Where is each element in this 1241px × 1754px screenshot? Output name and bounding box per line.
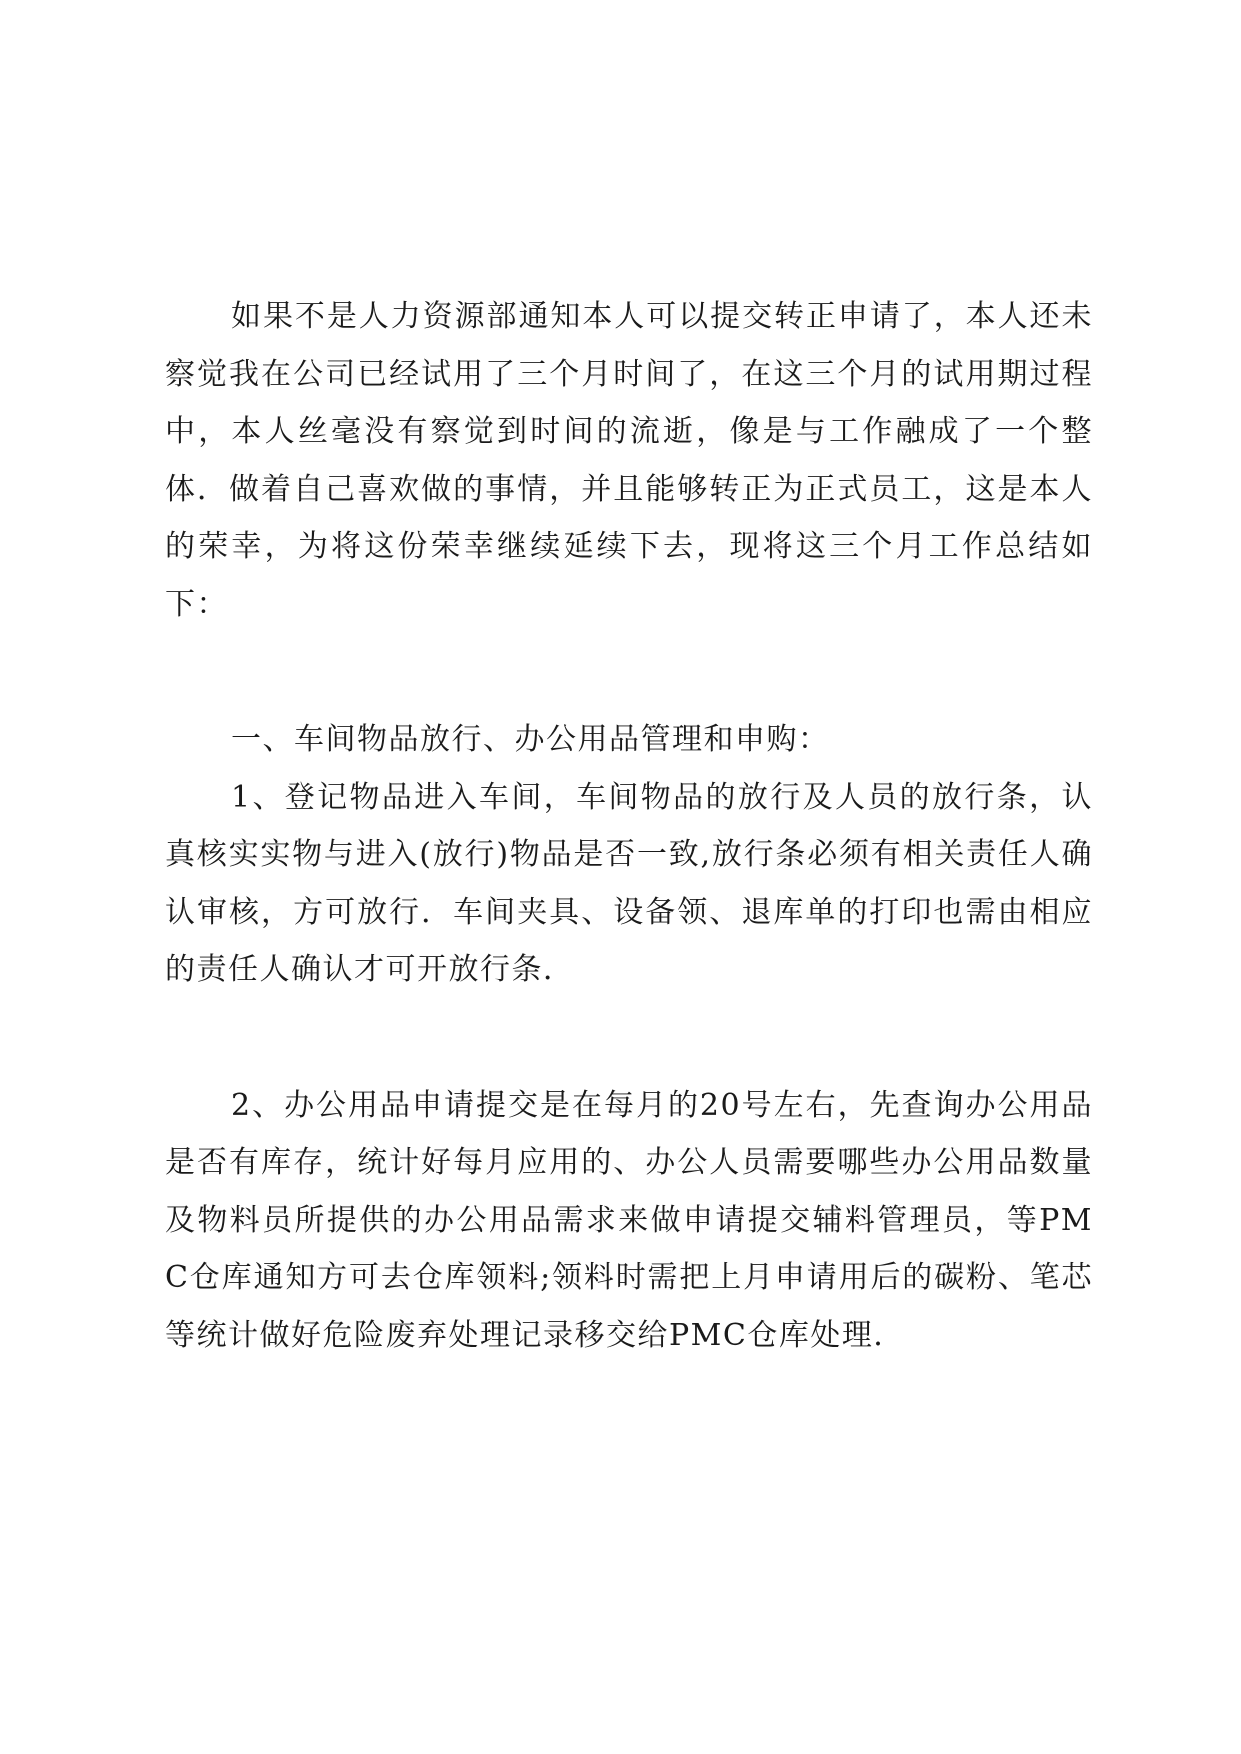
document-body: [165, 288, 1093, 1364]
paragraph-spacer: [165, 999, 1093, 1077]
item-2-paragraph: 2、办公用品申请提交是在每月的20号左右，先查询办公用品是否有库存，统计好每月应用的、办公人员需要哪些办公用品数量及物料员所提供的办公用品需求来做申请提交辅料管理员，等PMC仓库通知方可去仓库领料;领料时需把上月申请用后的碳粉、笔芯等统计做好危险废弃处理记录移交给PMC仓库处理．: [165, 1087, 1093, 1353]
intro-paragraph: 如果不是人力资源部通知本人可以提交转正申请了，本人还未察觉我在公司已经试用了三个月时间了，在这三个月的试用期过程中，本人丝毫没有察觉到时间的流逝，像是与工作融成了一个整体．做着自己喜欢做的事情，并且能够转正为正式员工，这是本人的荣幸，为将这份荣幸继续延续下去，现将这三个月工作总结如下：: [165, 299, 1093, 622]
item-1-paragraph: 1、登记物品进入车间，车间物品的放行及人员的放行条，认真核实实物与进入(放行)物品是否一致,放行条必须有相关责任人确认审核，方可放行．车间夹具、设备领、退库单的打印也需由相应的责任人确认才可开放行条．: [165, 779, 1093, 987]
paragraph-spacer: [165, 633, 1093, 711]
section-heading: 一、车间物品放行、办公用品管理和申购：: [231, 722, 830, 757]
